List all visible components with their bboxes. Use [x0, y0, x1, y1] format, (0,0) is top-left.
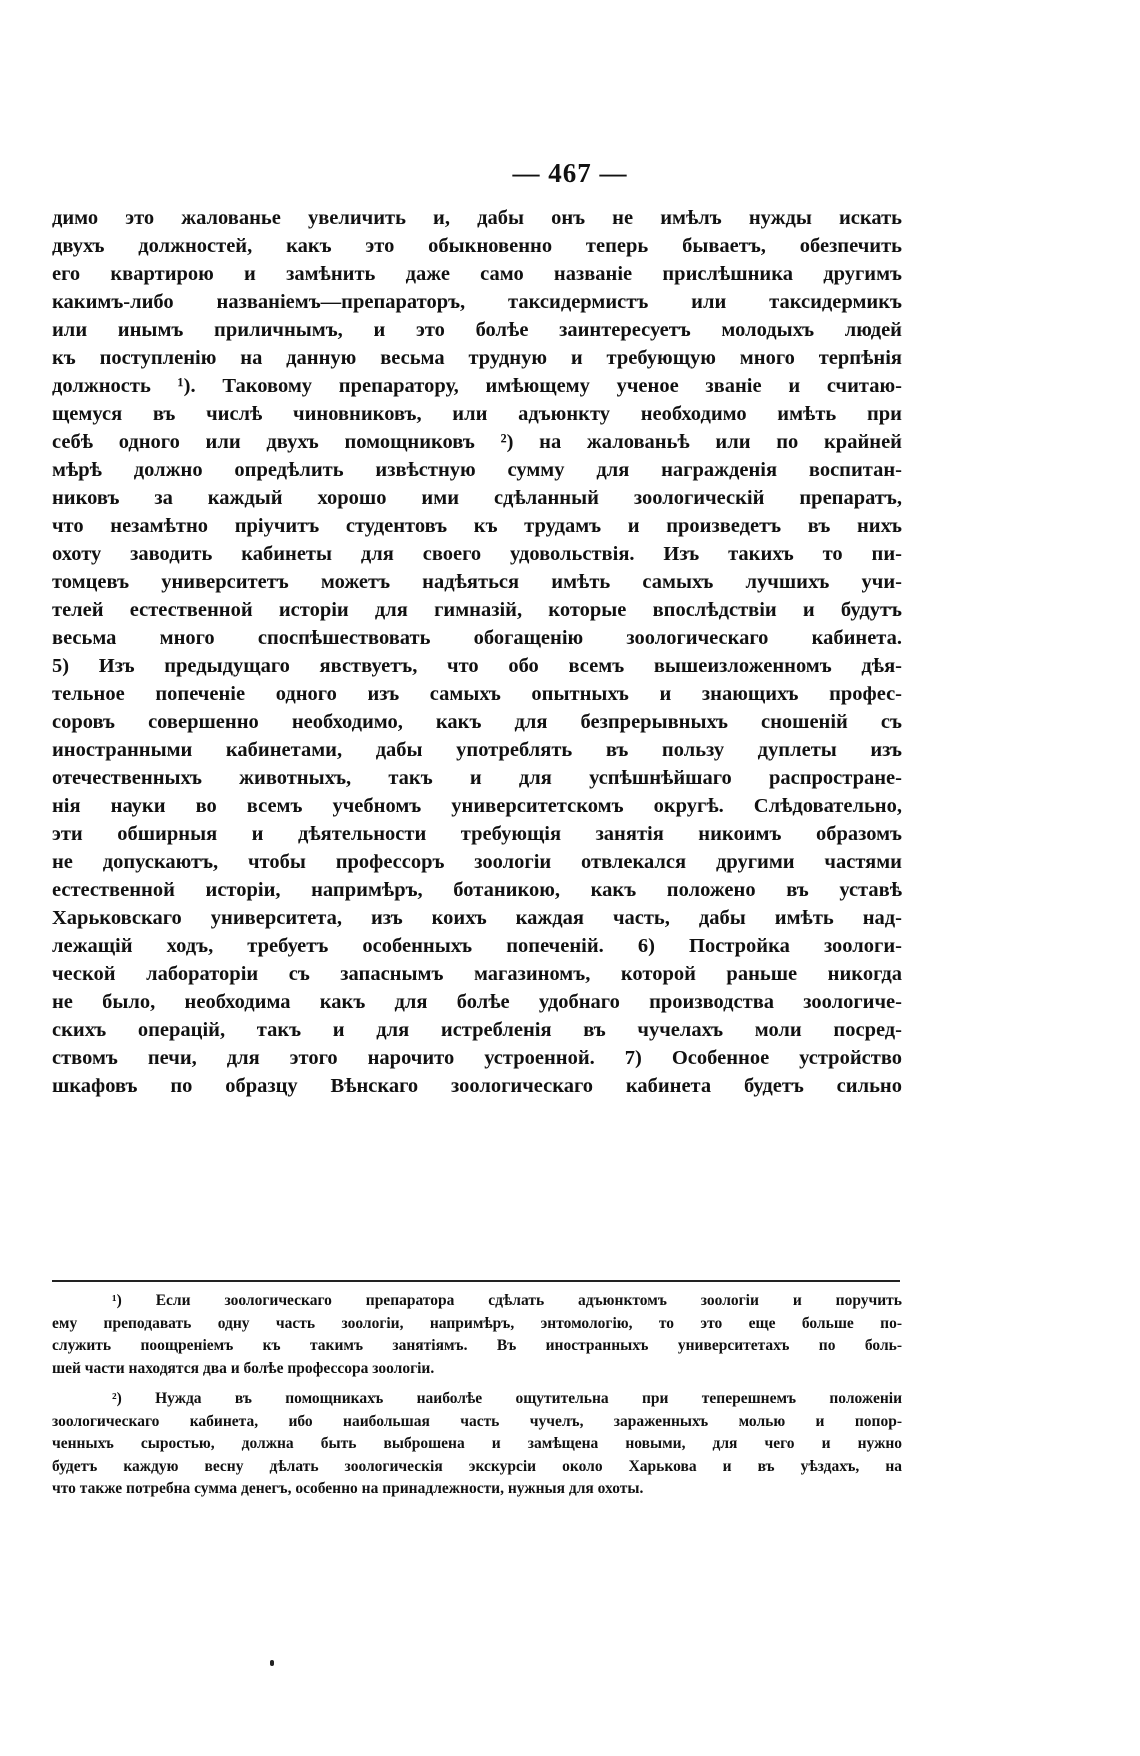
text-line: иностранными кабинетами, дабы употреблять въ пользу дуплеты изъ [52, 739, 902, 761]
text-line: ствомъ печи, для этого нарочито устроенной. 7) Особенное устройство [52, 1047, 902, 1069]
ink-speck [270, 1660, 274, 1666]
footnote-line: что также потребна сумма денегъ, особенно на принадлежности, нужныя для охоты. [52, 1480, 644, 1497]
text-line: Харьковскаго университета, изъ коихъ каждая часть, дабы имѣть над- [52, 907, 902, 929]
footnote-line: служить поощреніемъ къ такимъ занятіямъ. Въ иностранныхъ университетахъ по боль- [52, 1337, 902, 1354]
text-line: или инымъ приличнымъ, и это болѣе заинтересуетъ молодыхъ людей [52, 319, 902, 341]
text-line: къ поступленію на данную весьма трудную и требующую много терпѣнія [52, 347, 902, 369]
footnote-2 [52, 1388, 902, 1501]
text-line: томцевъ университетъ можетъ надѣяться имѣть самыхъ лучшихъ учи- [52, 571, 902, 593]
footnote-line: будетъ каждую весну дѣлать зоологическія экскурсіи около Харькова и въ уѣздахъ, на [52, 1457, 902, 1475]
text-line: лежащій ходъ, требуетъ особенныхъ попеченій. 6) Постройка зоологи- [52, 935, 902, 957]
text-line: естественной исторіи, напримѣръ, ботаникою, какъ положено въ уставѣ [52, 879, 902, 901]
text-line: телей естественной исторіи для гимназій, которые впослѣдствіи и будутъ [52, 599, 902, 621]
text-line: что незамѣтно пріучитъ студентовъ къ трудамъ и произведетъ въ нихъ [52, 515, 902, 537]
text-line: себѣ одного или двухъ помощниковъ ²) на жалованьѣ или по крайней [52, 431, 902, 453]
footnote-line: ¹) Если зоологическаго препаратора сдѣлать адъюнктомъ зоологіи и поручить [112, 1292, 902, 1309]
footnote-line: ему преподавать одну часть зоологіи, напримѣръ, энтомологію, то это еще больше по- [52, 1314, 902, 1332]
footnote-line: ²) Нужда въ помощникахъ наиболѣе ощутительна при теперешнемъ положеніи [112, 1390, 902, 1407]
text-line: его квартирою и замѣнить даже само названіе прислѣшника другимъ [52, 263, 902, 285]
text-line: соровъ совершенно необходимо, какъ для безпрерывныхъ сношеній съ [52, 711, 902, 733]
text-line: отечественныхъ животныхъ, такъ и для успѣшнѣйшаго распростране- [52, 767, 902, 789]
text-line: какимъ-либо названіемъ—препараторъ, таксидермистъ или таксидермикъ [52, 291, 902, 313]
text-line: нія науки во всемъ учебномъ университетскомъ округѣ. Слѣдовательно, [52, 795, 902, 817]
footnote-divider [52, 1280, 900, 1282]
text-line: мѣрѣ должно опредѣлить извѣстную сумму для награжденія воспитан- [52, 459, 902, 481]
footnotes-block [52, 1290, 902, 1501]
text-line: никовъ за каждый хорошо ими сдѣланный зоологическій препаратъ, [52, 487, 902, 509]
footnote-line: зоологическаго кабинета, ибо наибольшая часть чучелъ, зараженныхъ молью и попор- [52, 1412, 902, 1430]
text-line: тельное попеченіе одного изъ самыхъ опытныхъ и знающихъ профес- [52, 683, 902, 705]
text-line: 5) Изъ предыдущаго явствуетъ, что обо всемъ вышеизложенномъ дѣя- [52, 655, 902, 677]
text-line: двухъ должностей, какъ это обыкновенно теперь бываетъ, обезпечить [52, 235, 902, 257]
text-line: эти обширныя и дѣятельности требующія занятія никоимъ образомъ [52, 823, 902, 845]
text-line: охоту заводить кабинеты для своего удовольствія. Изъ такихъ то пи- [52, 543, 902, 565]
text-line: ческой лабораторіи съ запаснымъ магазиномъ, которой раньше никогда [52, 963, 902, 985]
text-line: шкафовъ по образцу Вѣнскаго зоологическаго кабинета будетъ сильно [52, 1075, 902, 1097]
footnote-1 [52, 1290, 902, 1380]
text-line: скихъ операцій, такъ и для истребленія въ чучелахъ моли посред- [52, 1019, 902, 1041]
footnote-line: ченныхъ сыростью, должна быть выброшена и замѣщена новыми, для чего и нужно [52, 1435, 902, 1452]
text-line: щемуся въ числѣ чиновниковъ, или адъюнкту необходимо имѣть при [52, 403, 902, 425]
main-text-block [52, 204, 902, 1100]
text-line: весьма много споспѣшествовать обогащенію зоологическаго кабинета. [52, 627, 902, 649]
text-line: димо это жалованье увеличить и, дабы онъ не имѣлъ нужды искать [52, 207, 902, 229]
text-line: не было, необходима какъ для болѣе удобнаго производства зоологиче- [52, 991, 902, 1013]
text-line: должность ¹). Таковому препаратору, имѣющему ученое званіе и считаю- [52, 375, 902, 397]
text-line: не допускаютъ, чтобы профессоръ зоологіи отвлекался другими частями [52, 851, 902, 873]
footnote-line: шей части находятся два и болѣе профессора зоологіи. [52, 1359, 435, 1377]
page-number: — 467 — [512, 158, 628, 188]
